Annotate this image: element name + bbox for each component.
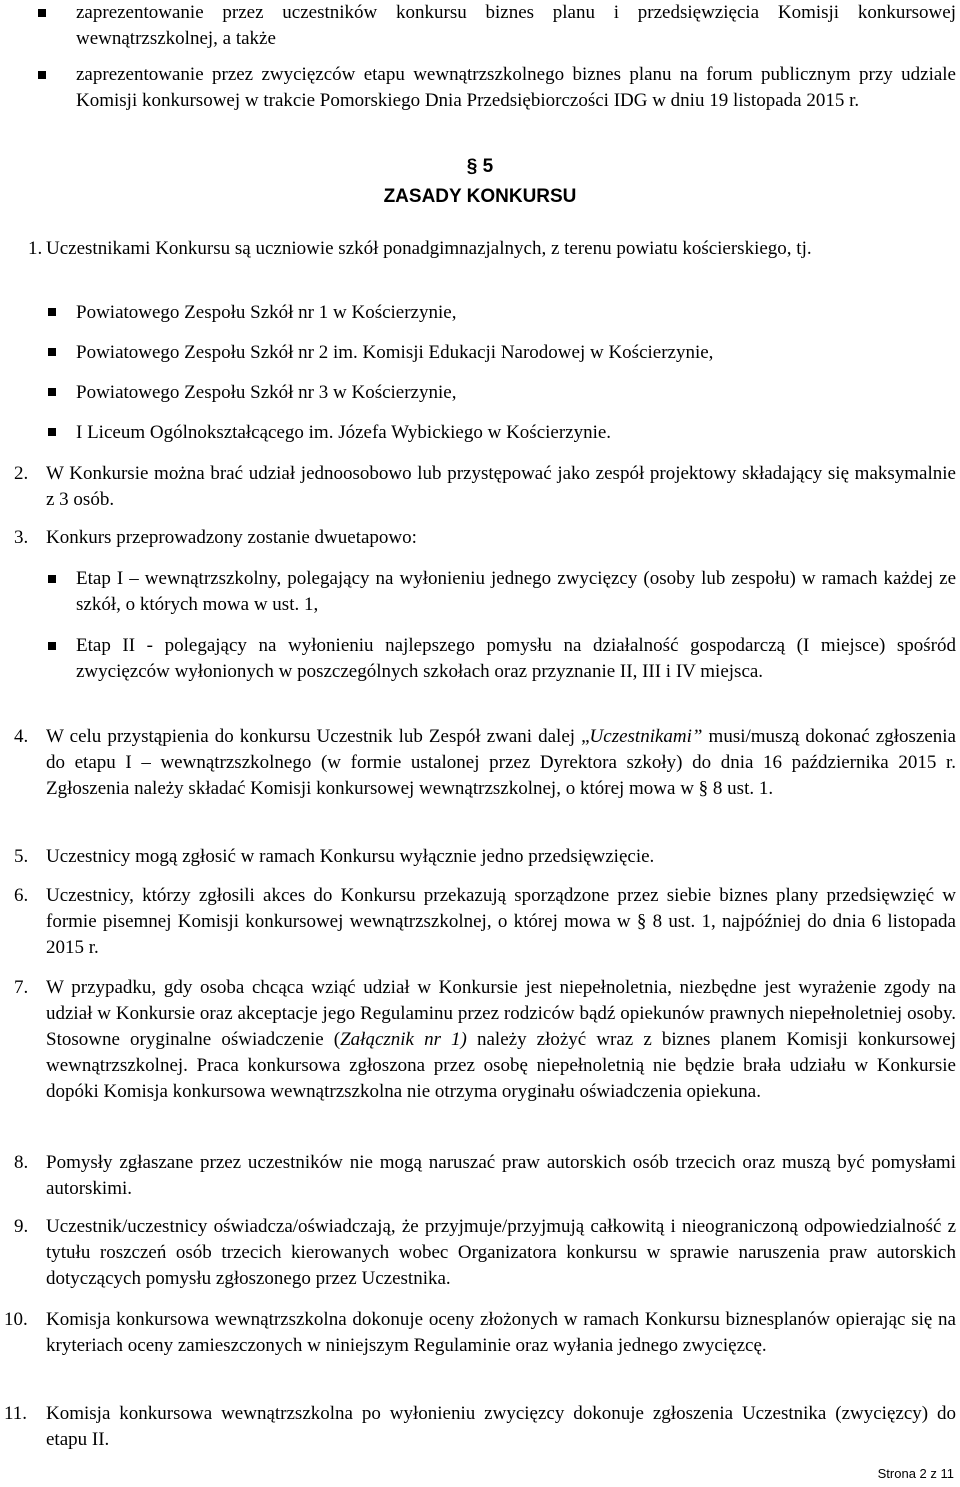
item-6-text: Uczestnicy, którzy zgłosili akces do Konkursu przekazują sporządzone przez siebie biznes plany przedsięwzięć w formie pisemnej Komisji konkursowej wewnątrzszkolnej, o której mowa w § 8 ust. 1, najpóźniej do dnia 6 listopada 2015 r. [46,885,956,958]
bullet-marker [38,71,46,79]
bullet-marker [38,9,46,17]
item-4-text [46,724,956,802]
item-7-italic-attachment: Załącznik nr 1) [340,1029,467,1050]
item-number: 6. [14,885,29,906]
page-number-footer: Strona 2 z 11 [877,1466,954,1481]
school-item-2: Powiatowego Zespołu Szkół nr 2 im. Komisji Edukacji Narodowej w Kościerzynie, [76,342,714,363]
item-1-text: Uczestnikami Konkursu są uczniowie szkół ponadgimnazjalnych, z terenu powiatu kościerskiego, tj. [46,238,812,259]
section-title: ZASADY KONKURSU [383,186,577,207]
school-item-1: Powiatowego Zespołu Szkół nr 1 w Kościerzynie, [76,302,457,323]
item-4-text-start: W celu przystąpienia do konkursu Uczestnik lub Zespół zwani dalej „ [46,726,590,747]
bullet-marker [48,642,56,650]
bullet-marker [48,428,56,436]
item-number: 1. [28,238,43,259]
item-4-text-end: musi/muszą dokonać zgłoszenia do etapu I – wewnątrzszkolnego (w formie ustalonej przez Dyrektora szkoły) do dnia 16 października 2015 r. Zgłoszenia należy składać Komisji konkursowej wewnątrzszkolnej, o której mowa w § 8 ust. 1. [46,726,956,799]
item-number: 2. [14,463,29,484]
top-bullet-1: zaprezentowanie przez uczestników konkursu biznes planu i przedsięwzięcia Komisji konkursowej wewnątrzszkolnej, a także [76,2,956,49]
item-number: 11. [4,1403,28,1424]
item-11-text: Komisja konkursowa wewnątrzszkolna po wyłonieniu zwycięzcy dokonuje zgłoszenia Uczestnika (zwycięzcy) do etapu II. [46,1403,956,1450]
item-number: 10. [4,1309,28,1330]
item-4-italic-term: Uczestnikami” [589,726,703,747]
bullet-marker [48,575,56,583]
item-5-text: Uczestnicy mogą zgłosić w ramach Konkursu wyłącznie jedno przedsięwzięcie. [46,846,655,867]
item-2-text: W Konkursie można brać udział jednoosobowo lub przystępować jako zespół projektowy składający się maksymalnie z 3 osób. [46,463,956,510]
item-8-text: Pomysły zgłaszane przez uczestników nie mogą naruszać praw autorskich osób trzecich oraz muszą być pomysłami autorskimi. [46,1152,956,1199]
item-number: 4. [14,726,29,747]
item-number: 9. [14,1216,29,1237]
item-number: 5. [14,846,29,867]
item-3-text: Konkurs przeprowadzony zostanie dwuetapowo: [46,527,417,548]
school-item-4: I Liceum Ogólnokształcącego im. Józefa Wybickiego w Kościerzynie. [76,422,612,443]
item-7-text-end: należy złożyć wraz z biznes planem Komisji konkursowej wewnątrzszkolnej. Praca konkursowa zgłoszona przez osobę niepełnoletnią nie będzie brała udziału w Konkursie dopóki Komisja konkursowa wewnątrzszkolna nie otrzyma oryginału oświadczenia opiekuna. [46,1029,956,1102]
stage-item-2: Etap II - polegający na wyłonieniu najlepszego pomysłu na działalność gospodarczą (I miejsce) spośród zwycięzców wyłonionych w poszczególnych szkołach oraz przyznanie II, III i IV miejsca. [76,635,956,682]
item-9-text: Uczestnik/uczestnicy oświadcza/oświadczają, że przyjmuje/przyjmują całkowitą i nieograniczoną odpowiedzialność z tytułu roszczeń osób trzecich kierowanych wobec Organizatora konkursu w sprawie naruszenia praw autorskich dotyczących pomysłu zgłoszonego przez Uczestnika. [46,1216,956,1289]
item-number: 7. [14,977,29,998]
item-number: 3. [14,527,29,548]
bullet-marker [48,308,56,316]
bullet-marker [48,388,56,396]
item-10-text: Komisja konkursowa wewnątrzszkolna dokonuje oceny złożonych w ramach Konkursu biznesplanów opierając się na kryteriach oceny zamieszczonych w niniejszym Regulaminie oraz wyłania jednego zwycięzcę. [46,1309,956,1356]
section-number: § 5 [466,156,494,177]
item-number: 8. [14,1152,29,1173]
school-item-3: Powiatowego Zespołu Szkół nr 3 w Kościerzynie, [76,382,457,403]
top-bullet-2: zaprezentowanie przez zwycięzców etapu wewnątrzszkolnego biznes planu na forum publicznym przy udziale Komisji konkursowej w trakcie Pomorskiego Dnia Przedsiębiorczości IDG w dniu 19 listopada 2015 r. [76,64,956,111]
bullet-marker [48,348,56,356]
item-7-text [46,975,956,1105]
item-7-text-start: W przypadku, gdy osoba chcąca wziąć udział w Konkursie jest niepełnoletnia, niezbędne jest wyrażenie zgody na udział w Konkursie oraz akceptacje jego Regulaminu przez rodziców bądź opiekunów prawnych niepełnoletniej osoby. Stosowne oryginalne oświadczenie ( [46,977,956,1050]
stage-item-1: Etap I – wewnątrzszkolny, polegający na wyłonieniu jednego zwycięzcy (osoby lub zespołu) w ramach każdej ze szkół, o których mowa w ust. 1, [76,568,956,615]
